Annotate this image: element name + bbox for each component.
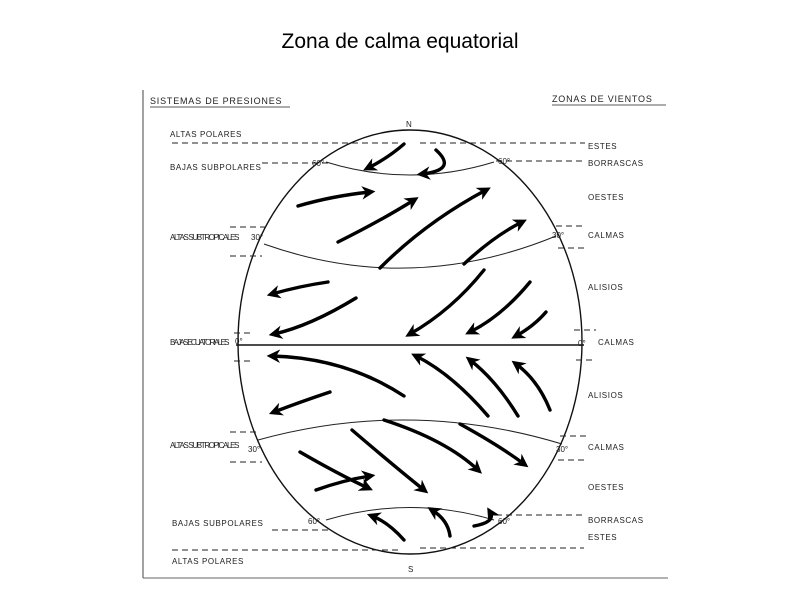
north-pole-label: N bbox=[406, 120, 412, 129]
deg-30s-left: 30° bbox=[248, 445, 261, 454]
wind-arrow bbox=[368, 144, 404, 168]
wind-zones-header: ZONAS DE VIENTOS bbox=[552, 94, 653, 104]
wind-arrow bbox=[352, 430, 424, 490]
label-calmas-n: CALMAS bbox=[588, 231, 625, 240]
label-borrascas-s: BORRASCAS bbox=[588, 516, 644, 525]
label-oestes-s: OESTES bbox=[588, 483, 625, 492]
deg-eq-right: 0° bbox=[578, 339, 586, 348]
deg-eq-left: 0° bbox=[235, 337, 243, 346]
deg-30s-right: 30° bbox=[556, 445, 569, 454]
wind-arrow bbox=[338, 200, 414, 242]
wind-arrow bbox=[516, 364, 550, 410]
label-bajas-ecuatoriales: BAJAS ECUATORIALES bbox=[170, 338, 230, 347]
label-borrascas-n: BORRASCAS bbox=[588, 159, 644, 168]
wind-arrow bbox=[272, 356, 404, 396]
deg-30n-left: 30° bbox=[251, 233, 264, 242]
wind-arrow bbox=[298, 192, 370, 206]
wind-arrow bbox=[432, 510, 450, 536]
label-alisios-s: ALISIOS bbox=[588, 391, 624, 400]
label-alisios-n: ALISIOS bbox=[588, 283, 624, 292]
label-bajas-subpolares-s: BAJAS SUBPOLARES bbox=[172, 519, 264, 528]
label-calmas-eq: CALMAS bbox=[598, 338, 635, 347]
latitude-line-60s bbox=[326, 508, 494, 521]
latitude-line-30s bbox=[258, 420, 562, 444]
latitude-line-60n bbox=[326, 162, 494, 175]
deg-60n-right: 60° bbox=[498, 157, 511, 166]
label-altas-polares-n: ALTAS POLARES bbox=[170, 130, 242, 139]
label-altas-polares-s: ALTAS POLARES bbox=[172, 557, 244, 566]
deg-30n-right: 30° bbox=[552, 231, 565, 240]
label-bajas-subpolares-n: BAJAS SUBPOLARES bbox=[170, 163, 262, 172]
wind-arrow bbox=[410, 270, 484, 334]
south-pole-label: S bbox=[408, 565, 414, 574]
wind-arrow bbox=[464, 222, 522, 264]
label-estes-s: ESTES bbox=[588, 533, 618, 542]
pressure-systems-header: SISTEMAS DE PRESIONES bbox=[150, 96, 283, 106]
deg-60s-right: 60° bbox=[498, 517, 511, 526]
wind-arrow bbox=[372, 516, 404, 540]
wind-arrow bbox=[516, 312, 546, 336]
wind-arrow bbox=[422, 150, 444, 174]
wind-arrow bbox=[316, 476, 370, 490]
wind-arrow bbox=[470, 282, 530, 332]
wind-arrow bbox=[474, 512, 491, 526]
wind-arrow bbox=[470, 360, 518, 416]
globe-outline bbox=[238, 130, 582, 554]
wind-arrow bbox=[460, 424, 524, 464]
wind-arrow bbox=[274, 392, 330, 412]
label-altas-subtropicales-s: ALTAS SUBTROPICALES bbox=[170, 441, 240, 450]
wind-arrow bbox=[274, 298, 356, 334]
label-estes-n: ESTES bbox=[588, 142, 618, 151]
page-title: Zona de calma equatorial bbox=[281, 30, 519, 53]
label-calmas-s: CALMAS bbox=[588, 443, 625, 452]
deg-60s-left: 60° bbox=[308, 517, 321, 526]
label-oestes-n: OESTES bbox=[588, 193, 625, 202]
deg-60n-left: 60° bbox=[312, 159, 325, 168]
wind-arrow bbox=[272, 282, 328, 294]
label-altas-subtropicales-n: ALTAS SUBTROPICALES bbox=[170, 233, 240, 242]
